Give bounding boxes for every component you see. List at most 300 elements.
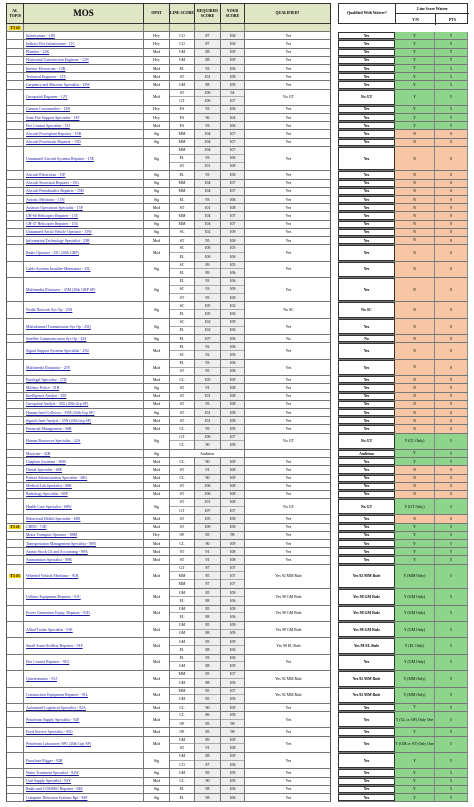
mos-row: [6, 794, 331, 802]
opat-cell: Hvy: [144, 532, 170, 539]
required-score-cell: [195, 778, 221, 785]
line-score: GM: [178, 664, 186, 669]
line-score-cell: [170, 532, 195, 539]
al-cell: [7, 90, 24, 105]
mos-cell: [24, 434, 144, 449]
qualified-cell: Yes: [285, 205, 292, 210]
mos-row: [6, 704, 331, 712]
mos-link[interactable]: Information Technology Specialist - 25B: [26, 238, 90, 243]
line-score: ST: [179, 164, 185, 169]
mos-row: [6, 688, 331, 704]
opat-cell: Sig: [144, 319, 170, 334]
mos-link[interactable]: Behavioral Health Specialist - 68X: [26, 517, 81, 522]
qualified-with-waiver-cell: Yes 92 MM Rule: [338, 671, 395, 686]
waiver-yn-cell: N: [395, 401, 435, 408]
mos-link[interactable]: Multimedia Illustrator - 25V: [26, 365, 71, 370]
line-score-cell: [170, 483, 195, 490]
al-cell: [7, 417, 24, 424]
your-score-cell: [221, 122, 245, 129]
your-score-cell: [221, 196, 245, 203]
qualified-cell: Yes 98 GM Rule: [275, 611, 302, 616]
mos-link[interactable]: Dental Specialist - 68E: [26, 467, 62, 472]
required-score: 88: [195, 81, 220, 88]
your-score-cell: [221, 360, 245, 375]
opat-cell: Sig: [144, 335, 170, 342]
waiver-yn-cell: Y: [395, 704, 435, 711]
mos-link[interactable]: Motor Transport Operator - 88M: [26, 533, 78, 538]
al-cell: [7, 540, 24, 547]
qualified-cell: Yes: [285, 377, 292, 382]
line-score: GT: [170, 434, 194, 442]
your-score-cell: [221, 712, 245, 727]
required-score-cell: [195, 794, 221, 801]
line-score: GM: [170, 622, 194, 630]
line-score: EL: [179, 598, 185, 603]
qualified-with-waiver-cell: Yes 92 MM Rule: [338, 565, 395, 589]
mos-cell: [24, 728, 144, 735]
waiver-row: [338, 393, 468, 401]
qualified-with-waiver-cell: Yes: [338, 171, 395, 178]
line-score-cell: [170, 671, 195, 686]
line-score: ST: [179, 238, 185, 243]
waiver-pts-cell: 5: [435, 532, 468, 539]
waiver-yn-cell: Y (GM Only): [395, 622, 435, 637]
line-score-cell: [170, 343, 195, 358]
opat-cell: Mod: [144, 343, 170, 358]
mos-link[interactable]: Ammunition Specialist - 89B: [26, 557, 72, 562]
opat-cell: Mod: [144, 90, 170, 105]
opat-cell: Sig: [144, 499, 170, 514]
mos-link[interactable]: Signal Support Systems Specialist - 25U: [26, 349, 90, 354]
your-score: 106: [221, 786, 244, 793]
waiver-row: [338, 540, 468, 548]
mos-link[interactable]: Small Arms/Artillery Repairer - 91F: [26, 644, 83, 649]
qualified-with-waiver-cell: Yes: [338, 786, 395, 793]
mos-cell: [24, 188, 144, 195]
required-score-cell: [195, 753, 221, 768]
your-score: 109: [221, 229, 244, 236]
your-score: 105: [221, 245, 244, 253]
mos-row: [6, 180, 331, 188]
waiver-row: [338, 376, 468, 384]
mos-link[interactable]: Radiology Specialist - 68P: [26, 492, 68, 497]
waiver-row: [338, 704, 468, 712]
mos-cell: [24, 130, 144, 137]
waiver-row: [338, 81, 468, 89]
opat-cell: Sig: [144, 221, 170, 228]
qualified-cell: Yes: [285, 50, 292, 55]
mos-link[interactable]: Power Generation Equip. Repairer - 91D: [26, 611, 90, 616]
waiver-pts-cell: 0: [435, 409, 468, 416]
waiver-row: [338, 515, 468, 523]
waiver-pts-cell: 0: [435, 425, 468, 432]
your-score: 108: [221, 548, 244, 555]
mos-link[interactable]: Musician - 42R: [26, 451, 51, 456]
line-score: GT: [170, 565, 194, 573]
required-score: 88: [195, 662, 220, 670]
al-cell: [7, 180, 24, 187]
waiver-row: [338, 114, 468, 122]
waiver-row: [338, 188, 468, 196]
waiver-pts-cell: 0: [435, 262, 468, 277]
required-score-cell: [195, 278, 221, 302]
line-score-cell: [170, 499, 195, 514]
line-score-cell: [170, 139, 195, 146]
mos-cell: [24, 458, 144, 465]
qualified-cell: Yes: [285, 132, 292, 137]
mos-cell: [24, 73, 144, 80]
required-score-cell: [195, 483, 221, 490]
mos-link[interactable]: Military Police - 31B: [26, 386, 60, 391]
mos-link[interactable]: Technical Engineer - 12T: [26, 74, 66, 79]
your-score-cell: [221, 786, 245, 793]
mos-link[interactable]: Paralegal Specialist - 27D: [26, 377, 67, 382]
al-cell: [7, 434, 24, 449]
mos-link[interactable]: Human Resources Specialist - 42A: [26, 439, 81, 444]
mos-link[interactable]: Multichannel Transmission Sys Op - 25Q: [26, 324, 91, 329]
line-score-cell: [170, 319, 195, 334]
mos-cell: [24, 335, 144, 342]
waiver-row: [338, 49, 468, 57]
mos-link[interactable]: Indirect Fire Infantryman - 11C: [26, 41, 76, 46]
mos-link[interactable]: Fire Control Repairer - 91G: [26, 660, 70, 665]
mos-link[interactable]: Allied Trades Specialist - 91E: [26, 627, 73, 632]
mos-link[interactable]: Petroleum Supply Specialist - 92F: [26, 717, 80, 722]
waiver-row: [338, 728, 468, 736]
waiver-yn-cell: Y: [395, 49, 435, 56]
line-score-cell: [170, 24, 195, 31]
qualified-with-waiver-cell: Yes: [338, 376, 395, 383]
mos-link[interactable]: Construction Equipment Repairer - 91L: [26, 693, 89, 698]
line-score: ST: [179, 369, 185, 374]
opat-cell: Mod: [144, 556, 170, 563]
line-score: ST: [179, 74, 185, 79]
mos-row: [6, 302, 331, 318]
required-score: 100: [195, 253, 220, 261]
mos-link[interactable]: Signals Intel Analyst - 35N (20th Grp SF): [26, 418, 92, 423]
line-score-cell: [170, 589, 195, 604]
al-cell: [7, 565, 24, 589]
opat-cell: Mod: [144, 655, 170, 670]
your-score-cell: [221, 319, 245, 334]
waiver-row: [338, 532, 468, 540]
line-score: MM: [178, 140, 186, 145]
line-score-cell: [170, 114, 195, 121]
your-score: 108: [221, 524, 244, 531]
line-score: MM: [170, 688, 194, 696]
mos-link[interactable]: Transportation Management Specialist - 88N: [26, 541, 97, 546]
required-score: 95: [195, 294, 220, 302]
mos-link[interactable]: Joint Fire Support Specialist - 13F: [26, 115, 80, 120]
mos-row: [6, 491, 331, 499]
mos-link[interactable]: Ammo Stock Ctl and Accounting - 89A: [26, 549, 88, 554]
waiver-yn-cell: N: [395, 278, 435, 302]
mos-link[interactable]: Wheeled Vehicle Mechanic - 91B: [26, 574, 79, 579]
mos-link[interactable]: Radio Operator - 25C (20th GRP): [26, 250, 79, 255]
line-score: GT: [179, 508, 185, 513]
waiver-yn-cell: Y (CL Only): [395, 434, 435, 449]
mos-row: [6, 515, 331, 523]
opat-cell: Mod: [144, 622, 170, 637]
mos-link[interactable]: CH-47 Helicopter Repairer - 15U: [26, 222, 79, 227]
mos-link[interactable]: Automated Logistical Specialist - 92A: [26, 705, 86, 710]
waiver-yn-cell: N: [395, 393, 435, 400]
waiver-row: [338, 753, 468, 769]
mos-row: [6, 114, 331, 122]
mos-link[interactable]: Chaplain Assistant - 56M: [26, 459, 66, 464]
mos-link[interactable]: Aircraft Electrician - 15F: [26, 173, 66, 178]
mos-row: [6, 548, 331, 556]
mos-link[interactable]: Computer Detection Systems Rpt - 94F: [26, 795, 88, 800]
your-score-cell: [221, 49, 245, 56]
line-score: CL: [179, 377, 185, 382]
mos-cell: [24, 139, 144, 146]
your-score-cell: [221, 24, 245, 31]
qualified-cell: [245, 450, 332, 457]
waiver-row: [338, 524, 468, 532]
line-score: EL: [170, 155, 194, 163]
qualified-with-waiver-cell: Yes: [338, 130, 395, 137]
opat-cell: Sig: [144, 180, 170, 187]
qualified-cell: Yes: [285, 189, 292, 194]
mos-link[interactable]: Unmanned Aerial Vehicle Operator - 15W: [26, 230, 92, 235]
al-cell: [7, 458, 24, 465]
required-score: 88: [195, 630, 220, 638]
line-score: ST: [179, 410, 185, 415]
line-score: SC: [179, 230, 185, 235]
required-score: 95: [195, 401, 220, 408]
opat-cell: Sig: [144, 450, 170, 457]
line-score-cell: [170, 360, 195, 375]
waiver-pts-cell: 5: [435, 589, 468, 604]
line-score-cell: [170, 393, 195, 400]
line-score: CL: [179, 541, 185, 546]
required-score: 93: [195, 278, 220, 286]
mos-link[interactable]: Water Treatment Specialist - 92W: [26, 771, 79, 776]
qualified-cell: No: [286, 336, 291, 341]
tier-badge: T3 #3: [10, 574, 20, 579]
opat-cell: Mod: [144, 376, 170, 383]
waiver-row: [338, 171, 468, 179]
your-score: 108: [221, 491, 244, 498]
mos-link[interactable]: Aircraft Pneudraulics Repairer - 15H: [26, 189, 84, 194]
mos-table-header: [6, 3, 331, 24]
waiver-row: [338, 130, 468, 138]
opat-cell: Mod: [144, 483, 170, 490]
mos-link[interactable]: Avionic Mechanic - 15N: [26, 197, 65, 202]
waiver-yn-cell: Y (GT Only): [395, 499, 435, 514]
al-cell: [7, 81, 24, 88]
waiver-yn-cell: Y: [395, 556, 435, 563]
line-score-cell: [170, 737, 195, 752]
opat-cell: Mod: [144, 237, 170, 244]
your-score-cell: [221, 548, 245, 555]
mos-cell: [24, 196, 144, 203]
al-cell: [7, 515, 24, 522]
line-score: CL: [179, 443, 185, 448]
mos-link[interactable]: CBRN - 74D: [26, 525, 47, 530]
mos-cell: [24, 360, 144, 375]
required-score-cell: [195, 229, 221, 236]
line-score-cell: [170, 638, 195, 653]
qualified-with-waiver-cell: Yes: [338, 769, 395, 776]
waiver-row: [338, 737, 468, 753]
mos-link[interactable]: Horizontal Construction Engineer - 12N: [26, 58, 89, 63]
required-score: 105: [195, 310, 220, 318]
mos-link[interactable]: Petroleum Laboratory SPC (20th Grp SF): [26, 742, 91, 747]
qualified-with-waiver-cell: Yes: [338, 712, 395, 727]
line-score: EL: [179, 197, 185, 202]
mos-link[interactable]: Aircraft Powertrain Repairer - 15D: [26, 140, 81, 145]
required-score-cell: [195, 57, 221, 64]
mos-link[interactable]: Intelligence Analyst - 35F: [26, 394, 67, 399]
mos-link[interactable]: Quartermaster - 91J: [26, 676, 57, 681]
opat-cell: Mod: [144, 540, 170, 547]
mos-link[interactable]: Geospatial Engineer - 12Y: [26, 95, 68, 100]
line-score-cell: [170, 515, 195, 522]
al-cell: [7, 589, 24, 604]
waiver-yn-cell: N: [395, 130, 435, 137]
line-score: EL: [179, 328, 185, 333]
line-score: CL: [170, 712, 194, 720]
line-score-cell: [170, 302, 195, 317]
qualified-cell: Yes: [285, 660, 292, 665]
mos-row: [6, 786, 331, 794]
mos-link[interactable]: Unmanned Aircraft Systems Repairer - 15E: [26, 156, 94, 161]
required-score: 87: [195, 40, 220, 47]
line-score-cell: [170, 565, 195, 589]
mos-cell: [24, 171, 144, 178]
qualified-with-waiver-cell: Yes: [338, 204, 395, 211]
your-score: 104: [221, 114, 244, 121]
opat-cell: Mod: [144, 458, 170, 465]
mos-link[interactable]: Utilities Equipment Repairer - 91C: [26, 594, 81, 599]
your-score: 109: [221, 712, 244, 720]
line-score: ST: [179, 549, 185, 554]
opat-cell: Mod: [144, 425, 170, 432]
mos-link[interactable]: Aircraft Structural Repairer - 15G: [26, 181, 79, 186]
waiver-row: [338, 73, 468, 81]
mos-link[interactable]: Satellite Communication Sys Op - 25S: [26, 336, 87, 341]
waiver-pts-cell: 5: [435, 540, 468, 547]
line-score: GM: [170, 606, 194, 614]
mos-link[interactable]: Patient Administration Specialist - 68G: [26, 476, 88, 481]
your-score-cell: [221, 221, 245, 228]
mos-row: [6, 434, 331, 450]
mos-row: [6, 606, 331, 622]
al-cell: [7, 532, 24, 539]
mos-link[interactable]: Nodal Network Sys Op - 25N: [26, 308, 73, 313]
mos-cell: [24, 565, 144, 589]
mos-cell: [24, 688, 144, 703]
waiver-row: [338, 139, 468, 147]
line-score-cell: [170, 704, 195, 711]
mos-link[interactable]: Plumber - 12K: [26, 50, 50, 55]
required-score: 95: [195, 237, 220, 244]
mos-link[interactable]: Aircraft Powerplant Repairer - 15B: [26, 132, 82, 137]
required-score-cell: [195, 475, 221, 482]
mos-row: [6, 40, 331, 48]
required-score: 87: [195, 761, 220, 769]
al-cell: [7, 49, 24, 56]
qualified-with-waiver-cell: Yes: [338, 753, 395, 768]
mos-link[interactable]: Carpentry and Masonry Specialist - 12W: [26, 82, 90, 87]
required-score-cell: [195, 204, 221, 211]
qualified-with-waiver-cell: Yes: [338, 737, 395, 752]
waiver-pts-cell: 0: [435, 188, 468, 195]
mos-link[interactable]: Cannon Crewmember - 13B: [26, 107, 70, 112]
waiver-pts-cell: 0: [435, 196, 468, 203]
required-score: 101: [195, 409, 220, 416]
mos-link[interactable]: Financial Management - 36B: [26, 426, 72, 431]
mos-link[interactable]: Parachute Rigger - 92R: [26, 758, 63, 763]
qualified-cell: No GT: [283, 95, 294, 100]
mos-link[interactable]: Infantryman - 11B: [26, 33, 55, 38]
required-score-cell: [195, 114, 221, 121]
waiver-pts-cell: 5: [435, 434, 468, 449]
opat-cell: Sig: [144, 229, 170, 236]
qualified-with-waiver-cell: Yes: [338, 65, 395, 72]
mos-link[interactable]: Multimedia Illustrator - 25M (20th GRP SF): [26, 287, 96, 292]
waiver-pts-cell: 5: [435, 778, 468, 785]
line-score-cell: [170, 180, 195, 187]
al-cell: [7, 425, 24, 432]
line-score: MM: [178, 213, 186, 218]
required-score: 102: [195, 327, 220, 335]
required-score: 104: [195, 221, 220, 228]
waiver-yn-cell: N: [395, 229, 435, 236]
mos-link[interactable]: Unit Supply Specialist - 92Y: [26, 779, 71, 784]
qualified-with-waiver-cell: Audition: [338, 450, 395, 457]
mos-link[interactable]: Medical Lab Specialist - 68K: [26, 484, 72, 489]
mos-link[interactable]: Human Intel Collector - 35M (20th Grp SF): [26, 410, 95, 415]
al-cell: [7, 475, 24, 482]
mos-row: [6, 106, 331, 114]
qualified-with-waiver-cell: Yes 92 MM Rule: [338, 688, 395, 703]
mos-cell: [24, 417, 144, 424]
mos-link[interactable]: Fire Control Specialist - 13J: [26, 123, 70, 128]
required-score-cell: [195, 786, 221, 793]
your-score-cell: [221, 343, 245, 358]
required-score-cell: [195, 532, 221, 539]
line-score: EL: [179, 254, 185, 259]
mos-link[interactable]: Aviation Operations Specialist - 15P: [26, 205, 83, 210]
your-score-cell: [221, 384, 245, 391]
your-score: 106: [221, 32, 244, 39]
waiver-row: [338, 712, 468, 728]
waiver-row: [338, 491, 468, 499]
required-score: 98: [195, 786, 220, 793]
line-score-cell: [170, 90, 195, 105]
mos-link[interactable]: Interior Electrician - 12R: [26, 66, 66, 71]
mos-row: [6, 49, 331, 57]
required-score: 85: [195, 671, 220, 679]
al-cell: [7, 221, 24, 228]
mos-link[interactable]: Radio and COMSEC Repairer - 94E: [26, 787, 83, 792]
mos-cell: [24, 606, 144, 621]
qualified-cell: Yes: [285, 213, 292, 218]
your-score: 106: [221, 122, 244, 129]
mos-link[interactable]: Health Care Specialist - 68W: [26, 504, 72, 509]
mos-row: [6, 409, 331, 417]
your-score-cell: [221, 32, 245, 39]
mos-link[interactable]: UH-60 Helicopter Repairer - 15T: [26, 213, 79, 218]
waiver-yn-cell: N: [395, 245, 435, 260]
mos-link[interactable]: Food Service Specialist - 92G: [26, 730, 73, 735]
qualified-cell: Yes: [285, 386, 292, 391]
mos-link[interactable]: Cable Systems Installer-Maintainer - 25L: [26, 267, 91, 272]
mos-link[interactable]: Geospatial Analyst - 35G (20th Grp SF): [26, 402, 89, 407]
